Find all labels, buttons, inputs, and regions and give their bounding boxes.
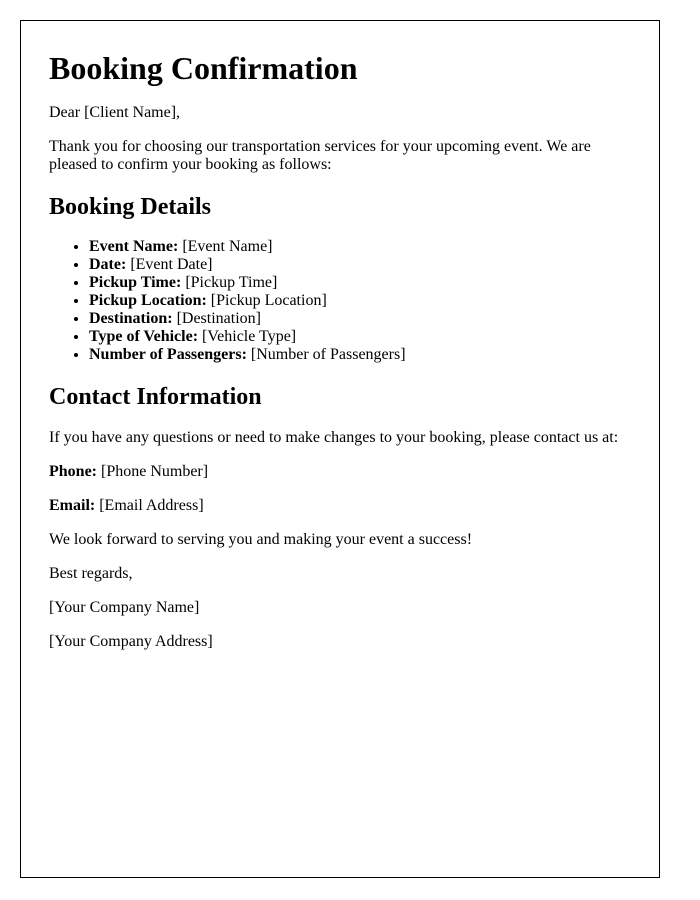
detail-item-vehicle-type — [89, 328, 631, 346]
email-value: [Email Address] — [99, 497, 204, 514]
page-title: Booking Confirmation — [49, 50, 358, 86]
detail-item-event-name — [89, 238, 631, 256]
detail-label: Event Name: — [89, 238, 179, 255]
detail-value: [Number of Passengers] — [250, 346, 406, 363]
detail-label: Pickup Time: — [89, 274, 182, 291]
detail-value: [Destination] — [176, 310, 261, 327]
phone-label: Phone: — [49, 463, 97, 480]
contact-information-heading: Contact Information — [49, 384, 262, 410]
detail-value: [Pickup Time] — [185, 274, 278, 291]
letter-page — [20, 20, 660, 878]
detail-item-destination — [89, 310, 631, 328]
detail-item-date — [89, 256, 631, 274]
closing-paragraph: We look forward to serving you and making your event a success! — [49, 531, 473, 548]
detail-value: [Event Name] — [182, 238, 273, 255]
detail-item-pickup-time — [89, 274, 631, 292]
email-label: Email: — [49, 497, 96, 514]
email-line — [49, 497, 631, 515]
detail-label: Date: — [89, 256, 127, 273]
company-name: [Your Company Name] — [49, 599, 200, 616]
detail-label: Number of Passengers: — [89, 346, 247, 363]
company-address: [Your Company Address] — [49, 633, 213, 650]
detail-item-pickup-location — [89, 292, 631, 310]
detail-value: [Vehicle Type] — [202, 328, 297, 345]
detail-label: Destination: — [89, 310, 173, 327]
detail-label: Pickup Location: — [89, 292, 207, 309]
salutation: Dear [Client Name], — [49, 104, 181, 121]
detail-value: [Pickup Location] — [210, 292, 327, 309]
phone-line — [49, 463, 631, 481]
contact-intro: If you have any questions or need to make changes to your booking, please contact us at: — [49, 429, 619, 446]
detail-item-passengers — [89, 346, 631, 364]
sign-off: Best regards, — [49, 565, 133, 582]
intro-paragraph: Thank you for choosing our transportation services for your upcoming event. We are pleased to confirm your booking as follows: — [49, 138, 591, 173]
booking-details-list — [49, 238, 631, 364]
booking-details-heading: Booking Details — [49, 194, 212, 220]
detail-label: Type of Vehicle: — [89, 328, 199, 345]
detail-value: [Event Date] — [130, 256, 213, 273]
phone-value: [Phone Number] — [101, 463, 209, 480]
